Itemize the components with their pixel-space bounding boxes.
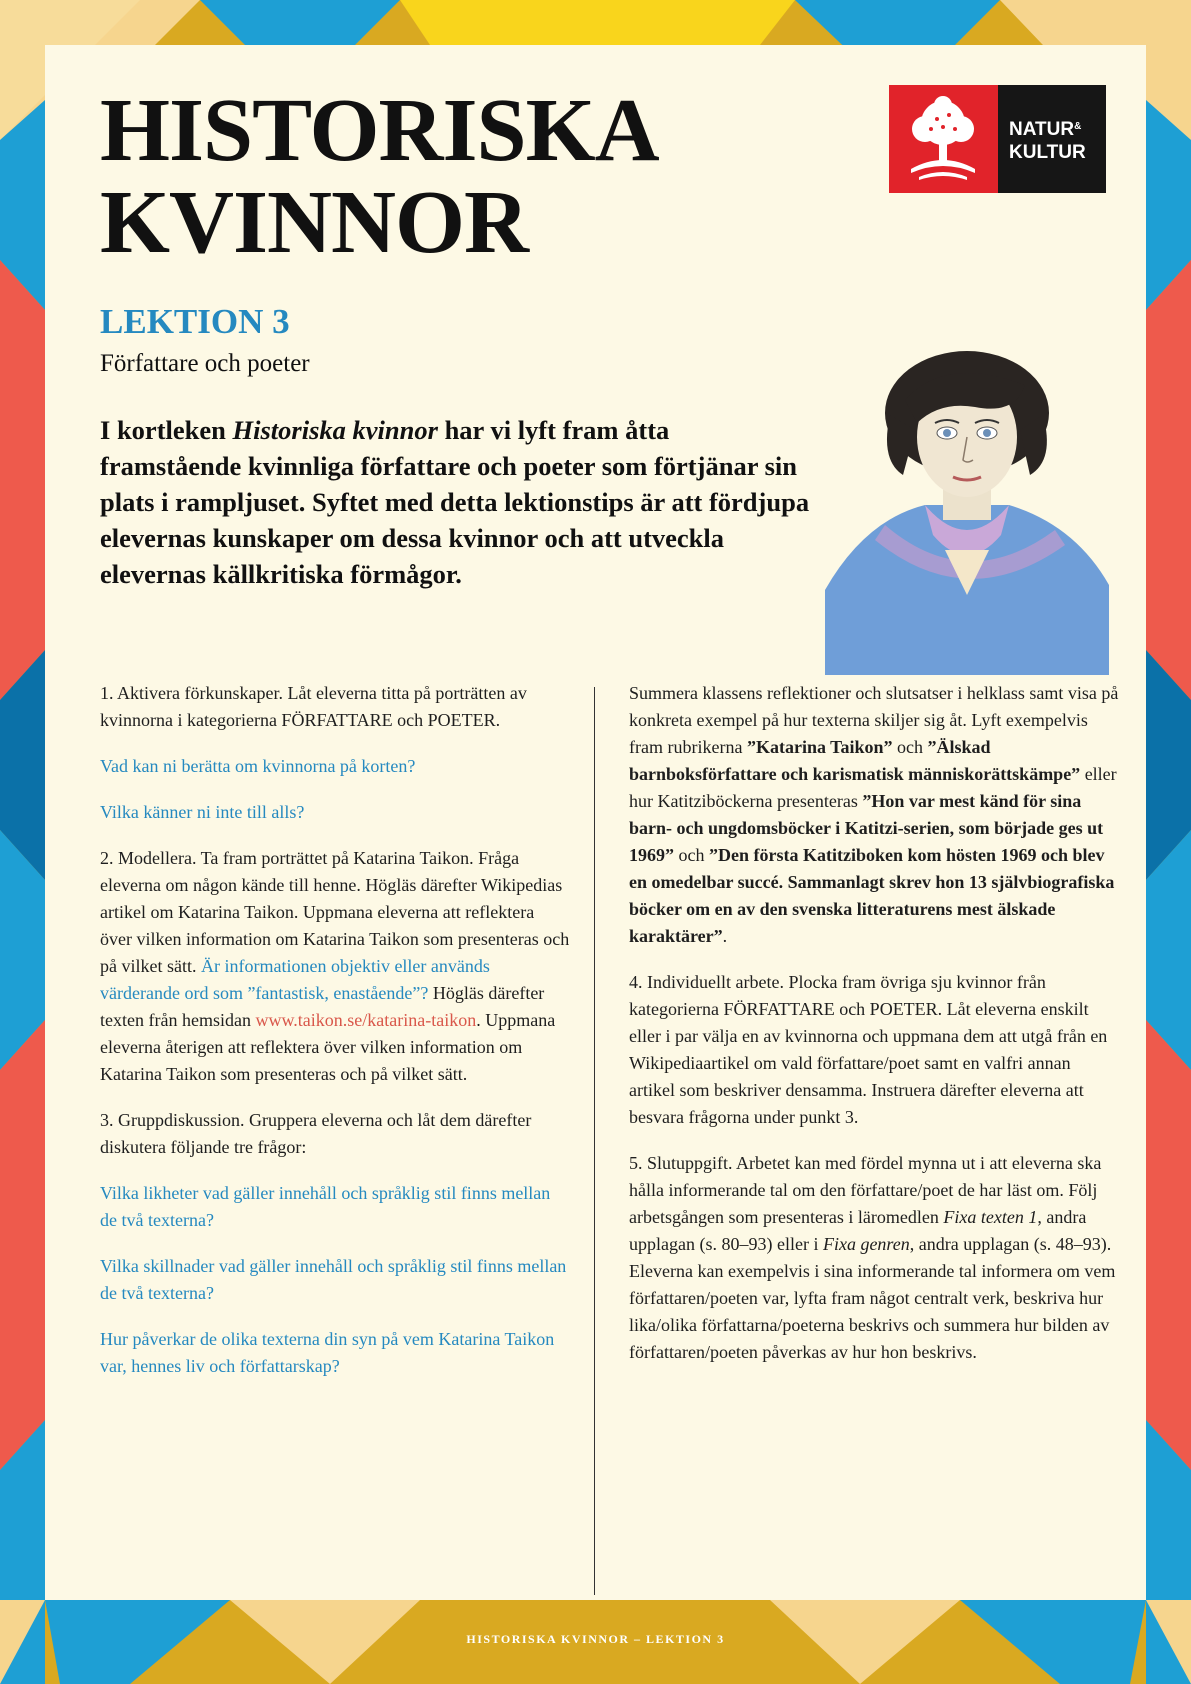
column-divider [594,687,595,1595]
step-2-text: 2. Modellera. Ta fram porträttet på Katarina Taikon. Fråga eleverna om någon kände till henne. Högläs därefter Wikipedias artikel om Katarina Taikon. Uppmana eleverna att reflektera över vilken information om Katarina Taikon som presenteras och på vilket sätt. Är informationen objektiv eller används värderande ord som ”fantastisk, enastående”? Högläs därefter texten från hemsidan www.taikon.se/katarina-taikon. Uppmana eleverna återigen att reflektera över vilken information om Katarina Taikon som presenteras och på vilket sätt. [100,848,570,1084]
lesson-subtitle: Författare och poeter [100,350,310,377]
question-3: Vilka likheter vad gäller innehåll och språklig stil finns mellan de två texterna? [100,1183,551,1230]
step-5-text: 5. Slutuppgift. Arbetet kan med fördel mynna ut i att eleverna ska hålla informerande tal om den författare/poet de har läst om. Följ arbetsgången som presenteras i läromedlen Fixa texten 1, andra upplagan (s. 80–93) eller i Fixa genren, andra upplagan (s. 48–93). Eleverna kan exempelvis i sina informerande tal informera om vem författaren/poeten var, lyfta fram något centralt verk, beskriva hur lika/olika författarna/poeterna beskrivs och summera hur bilden av författaren/poeten påverkas av hur hon beskrivs. [629,1153,1116,1362]
question-1: Vad kan ni berätta om kvinnorna på korten? [100,756,416,776]
logo-text-natur: NATUR [1009,118,1075,140]
step-3-text: 3. Gruppdiskussion. Gruppera eleverna och låt dem därefter diskutera följande tre frågor: [100,1110,532,1157]
title-line-2: KVINNOR [100,173,529,272]
logo-ampersand: & [1074,120,1082,132]
question-4: Vilka skillnader vad gäller innehåll och språklig stil finns mellan de två texterna? [100,1256,567,1303]
intro-paragraph: I kortleken Historiska kvinnor har vi lyft fram åtta framstående kvinnliga författare och poeter som förtjänar sin plats i rampljuset. Syftet med detta lektionstips är att fördjupa elevernas kunskaper om dessa kvinnor och att utveckla elevernas källkritiska förmågor. [100,415,810,589]
taikon-link[interactable]: www.taikon.se/katarina-taikon [255,1010,477,1030]
publisher-logo [889,85,1106,193]
content-panel [45,45,1146,1600]
portrait-illustration [825,345,1109,675]
right-column [629,680,1119,1385]
logo-text-kultur: KULTUR [1009,141,1086,163]
document-title [100,81,659,272]
question-5: Hur påverkar de olika texterna din syn på vem Katarina Taikon var, hennes liv och författarskap? [100,1329,555,1376]
question-2: Vilka känner ni inte till alls? [100,802,305,822]
step-4-text: 4. Individuellt arbete. Plocka fram övriga sju kvinnor från kategorierna FÖRFATTARE och POETER. Låt eleverna enskilt eller i par välja en av kvinnorna och uppmana dem att utgå från en Wikipediaartikel om vald författare/poet samt en valfri annan artikel som beskriver densamma. Instruera därefter eleverna att besvara frågorna under punkt 3. [629,972,1108,1127]
title-line-1: HISTORISKA [100,81,659,180]
step-1-text: 1. Aktivera förkunskaper. Låt eleverna titta på porträtten av kvinnorna i kategorierna FÖRFATTARE och POETER. [100,683,527,730]
step-2-question: Är informationen objektiv eller används värderande ord som ”fantastisk, enastående”? [100,956,490,1003]
logo-wordmark [998,85,1106,193]
tree-logo-icon [889,85,998,193]
left-column [100,680,570,1399]
summary-text: Summera klassens reflektioner och slutsatser i helklass samt visa på konkreta exempel på hur texterna skiljer sig åt. Lyft exempelvis fram rubrikerna ”Katarina Taikon” och ”Älskad barnboksförfattare och karismatisk människorättskämpe” eller hur Katitziböckerna presenteras ”Hon var mest känd för sina barn- och ungdomsböcker i Katitzi-serien, som började ges ut 1969” och ”Den första Katitziboken kom hösten 1969 och blev en omedelbar succé. Sammanlagt skrev hon 13 självbiografiska böcker om en av den svenska litteraturens mest älskade karaktärer”. [629,683,1119,946]
lesson-heading: LEKTION 3 [100,302,290,341]
page-footer: HISTORISKA KVINNOR – LEKTION 3 [466,1632,725,1646]
deck-title: Historiska kvinnor [232,415,438,445]
